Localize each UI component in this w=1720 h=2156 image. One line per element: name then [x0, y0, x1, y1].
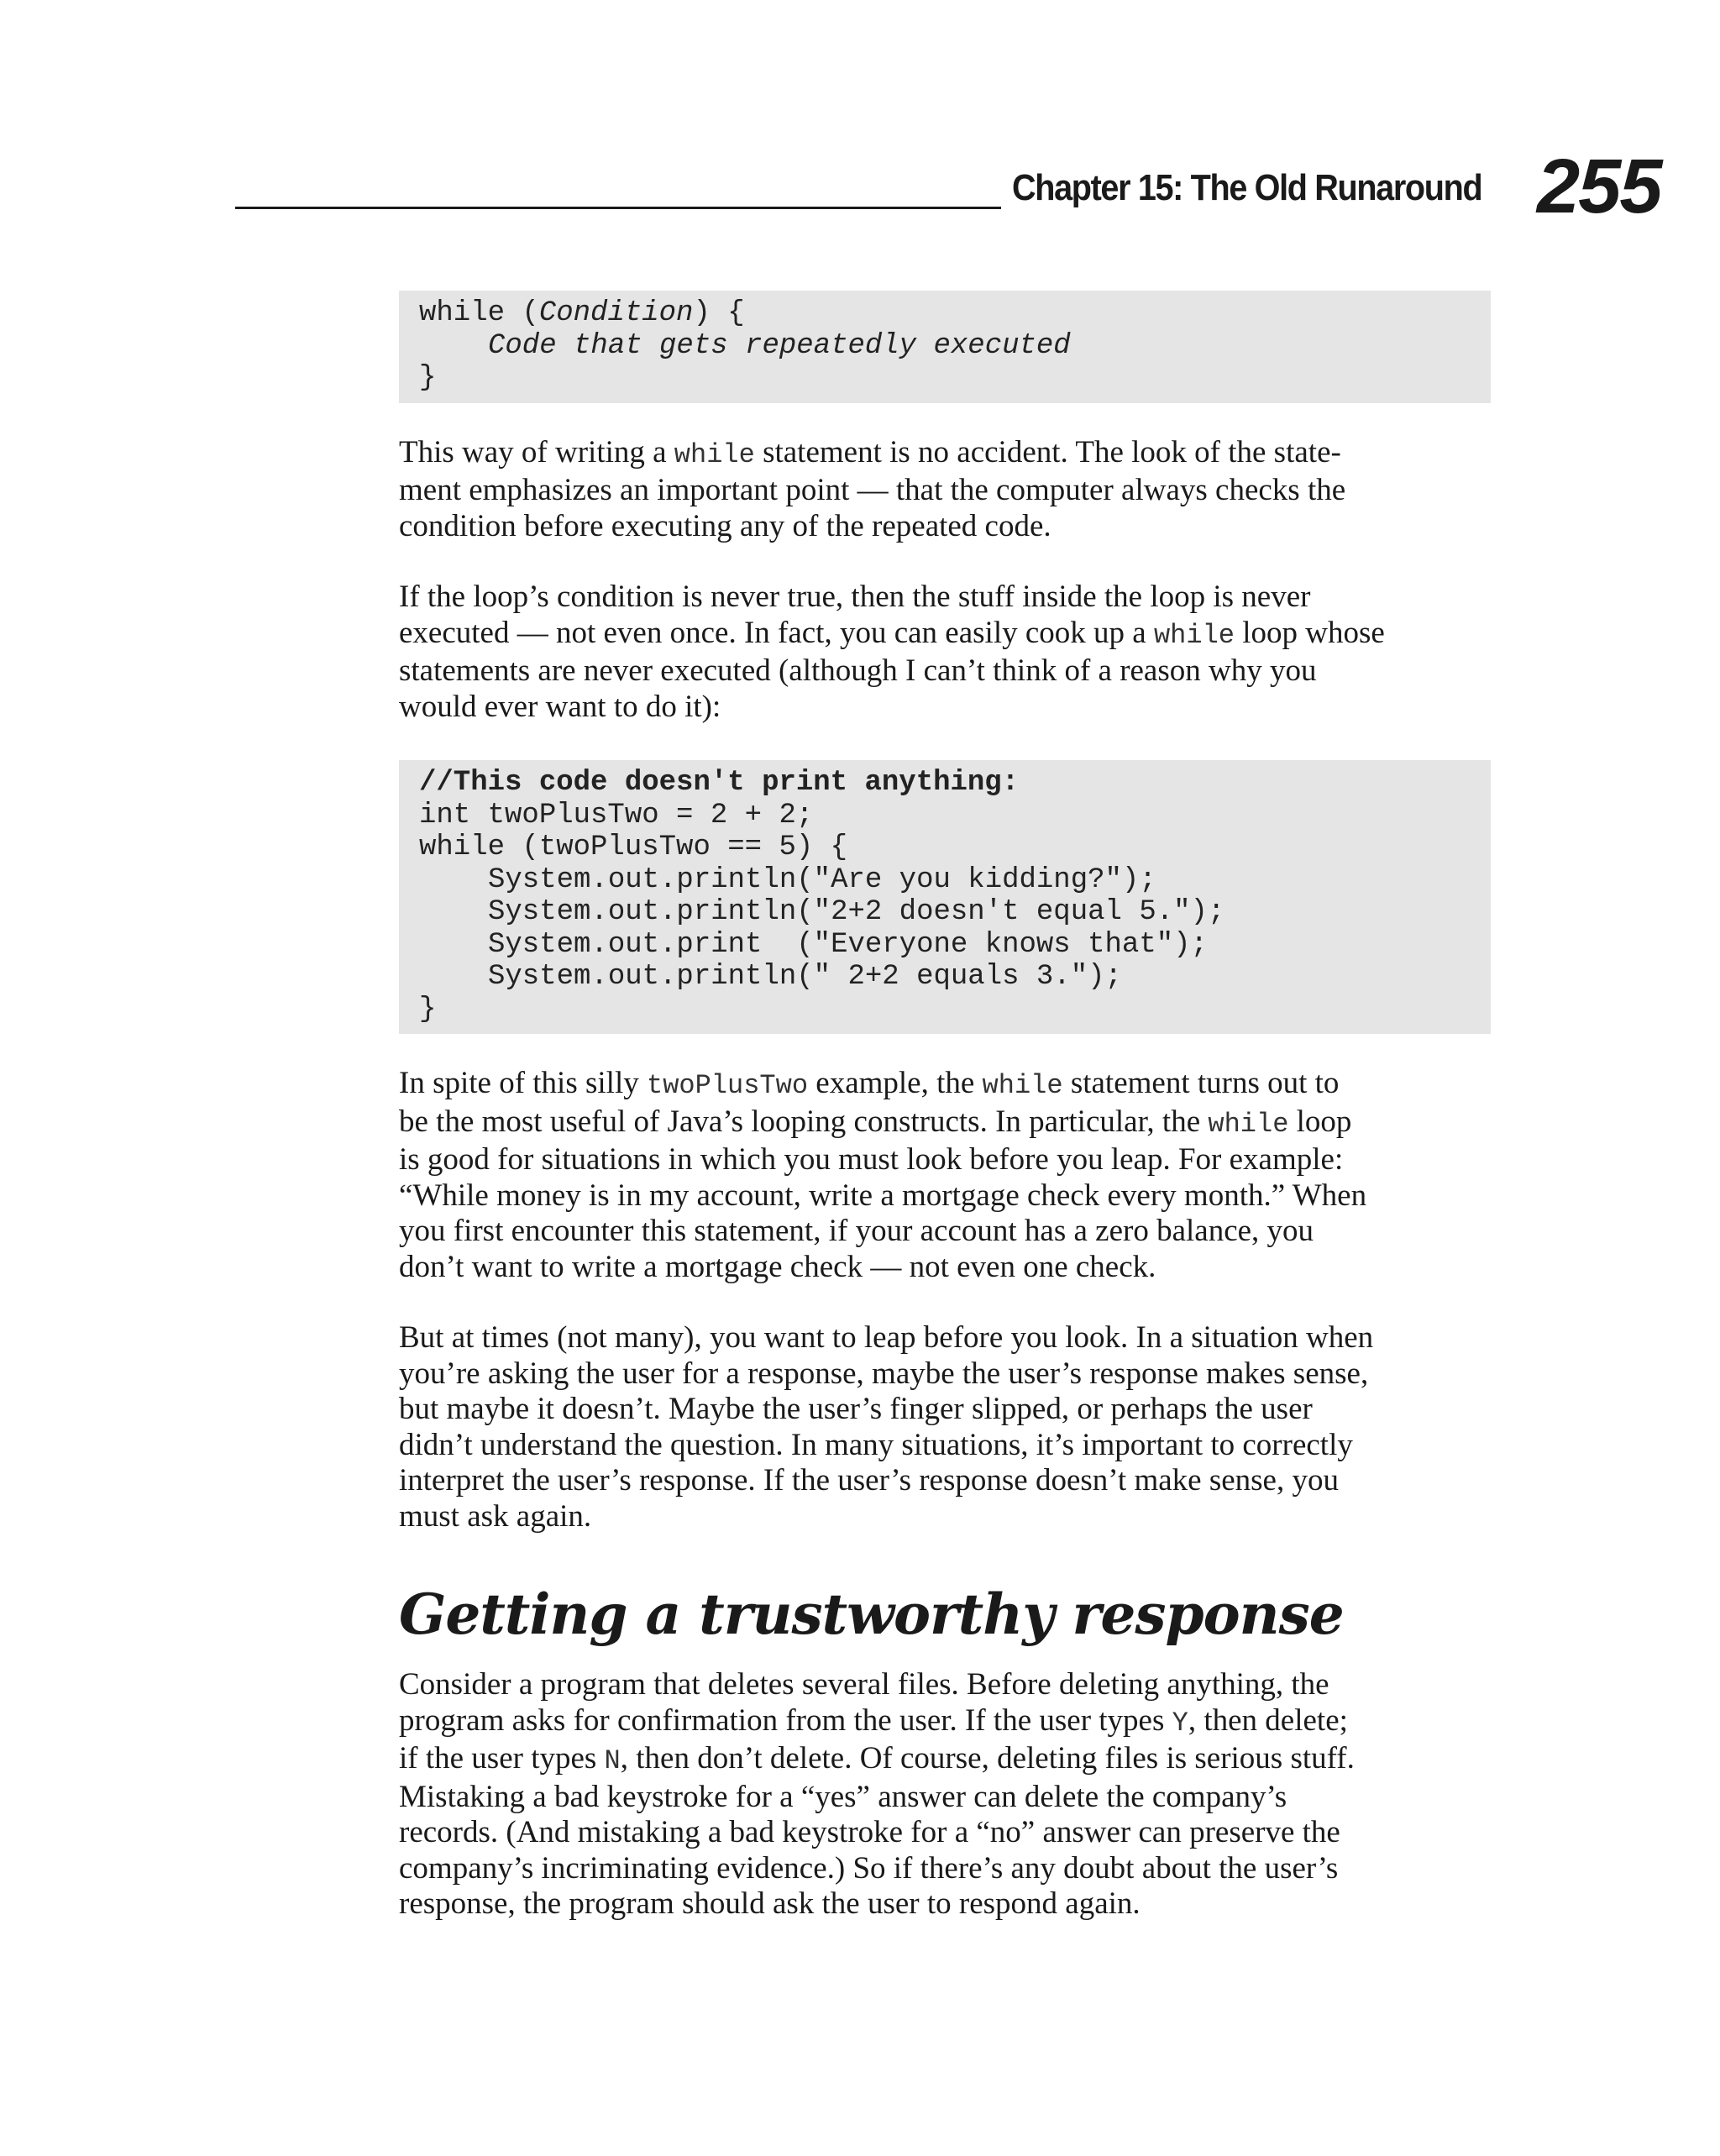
- text-line: company’s incriminating evidence.) So if there’s any doubt about the user’s: [399, 1850, 1339, 1886]
- code-text: ) {: [693, 297, 745, 329]
- text-line: you first encounter this statement, if your account has a zero balance, you: [399, 1214, 1314, 1248]
- text-line: is good for situations in which you must look before you leap. For example:: [399, 1142, 1344, 1177]
- page-content: [399, 291, 1491, 1958]
- header-rule: [235, 207, 1001, 209]
- code-line: System.out.println("Are you kidding?");: [488, 863, 1156, 896]
- text-line: ment emphasizes an important point — that the computer always checks the: [399, 473, 1346, 507]
- text-line: Mistaking a bad keystroke for a “yes” answer can delete the company’s: [399, 1779, 1287, 1814]
- code-comment: //This code doesn't print anything:: [419, 767, 1020, 799]
- text-line: be the most useful of Java’s looping constructs. In particular, the while loop: [399, 1104, 1352, 1140]
- text-line: records. (And mistaking a bad keystroke for a “no” answer can preserve the: [399, 1815, 1340, 1849]
- text-line: This way of writing a while statement is no accident. The look of the state-: [399, 434, 1341, 470]
- text-line: don’t want to write a mortgage check — not even one check.: [399, 1249, 1156, 1284]
- text-line: but maybe it doesn’t. Maybe the user’s finger slipped, or perhaps the user: [399, 1392, 1313, 1426]
- text-line: If the loop’s condition is never true, then the stuff inside the loop is never: [399, 580, 1311, 614]
- text-line: condition before executing any of the repeated code.: [399, 508, 1051, 543]
- text-line: In spite of this silly twoPlusTwo example, the while statement turns out to: [399, 1066, 1340, 1101]
- text-line: if the user types N, then don’t delete. Of course, deleting files is serious stuff.: [399, 1741, 1355, 1776]
- text-line: statements are never executed (although I can’t think of a reason why you: [399, 653, 1317, 688]
- inline-code: while: [674, 438, 755, 470]
- code-block-while-syntax: [399, 291, 1491, 403]
- code-block-twoplustwo: [399, 760, 1491, 1034]
- inline-code: twoPlusTwo: [646, 1070, 809, 1101]
- code-text: while (: [419, 297, 539, 329]
- code-line: }: [419, 362, 437, 394]
- code-line: while (twoPlusTwo == 5) {: [419, 831, 848, 863]
- code-line: [419, 297, 1471, 330]
- code-line: int twoPlusTwo = 2 + 2;: [419, 799, 814, 831]
- text-line: must ask again.: [399, 1498, 592, 1534]
- code-line: System.out.println(" 2+2 equals 3.");: [488, 961, 1122, 993]
- inline-code: while: [982, 1070, 1063, 1101]
- text-line: response, the program should ask the user to respond again.: [399, 1886, 1141, 1921]
- code-line: System.out.println("2+2 doesn't equal 5.");: [488, 896, 1225, 928]
- paragraph-3: [399, 1066, 1491, 1285]
- text-line: program asks for confirmation from the user. If the user types Y, then delete;: [399, 1702, 1348, 1739]
- page-number: 255: [1537, 144, 1661, 229]
- section-heading: Getting a trustworthy response: [399, 1582, 1344, 1647]
- code-line: System.out.print ("Everyone knows that");: [488, 928, 1208, 961]
- code-line: }: [419, 993, 437, 1026]
- text-line: Consider a program that deletes several files. Before deleting anything, the: [399, 1667, 1329, 1702]
- code-text-italic: Condition: [538, 297, 694, 329]
- inline-code: while: [1153, 619, 1235, 651]
- text-line: “While money is in my account, write a mortgage check every month.” When: [399, 1178, 1367, 1213]
- inline-code: Y: [1172, 1707, 1188, 1739]
- code-line: Code that gets repeatedly executed: [488, 329, 1071, 362]
- text-line: But at times (not many), you want to leap before you look. In a situation when: [399, 1320, 1374, 1355]
- paragraph-4: [399, 1320, 1491, 1534]
- paragraph-2: [399, 580, 1491, 725]
- text-line: you’re asking the user for a response, maybe the user’s response makes sense,: [399, 1356, 1369, 1391]
- paragraph-1: [399, 435, 1491, 545]
- chapter-title: Chapter 15: The Old Runaround: [1012, 167, 1482, 208]
- inline-code: while: [1208, 1108, 1289, 1140]
- text-line: would ever want to do it):: [399, 689, 721, 724]
- text-line: didn’t understand the question. In many situations, it’s important to correctly: [399, 1427, 1353, 1462]
- inline-code: N: [604, 1745, 621, 1776]
- text-line: interpret the user’s response. If the user’s response doesn’t make sense, you: [399, 1463, 1339, 1498]
- paragraph-5: [399, 1667, 1491, 1923]
- text-line: executed — not even once. In fact, you can easily cook up a while loop whose: [399, 615, 1385, 651]
